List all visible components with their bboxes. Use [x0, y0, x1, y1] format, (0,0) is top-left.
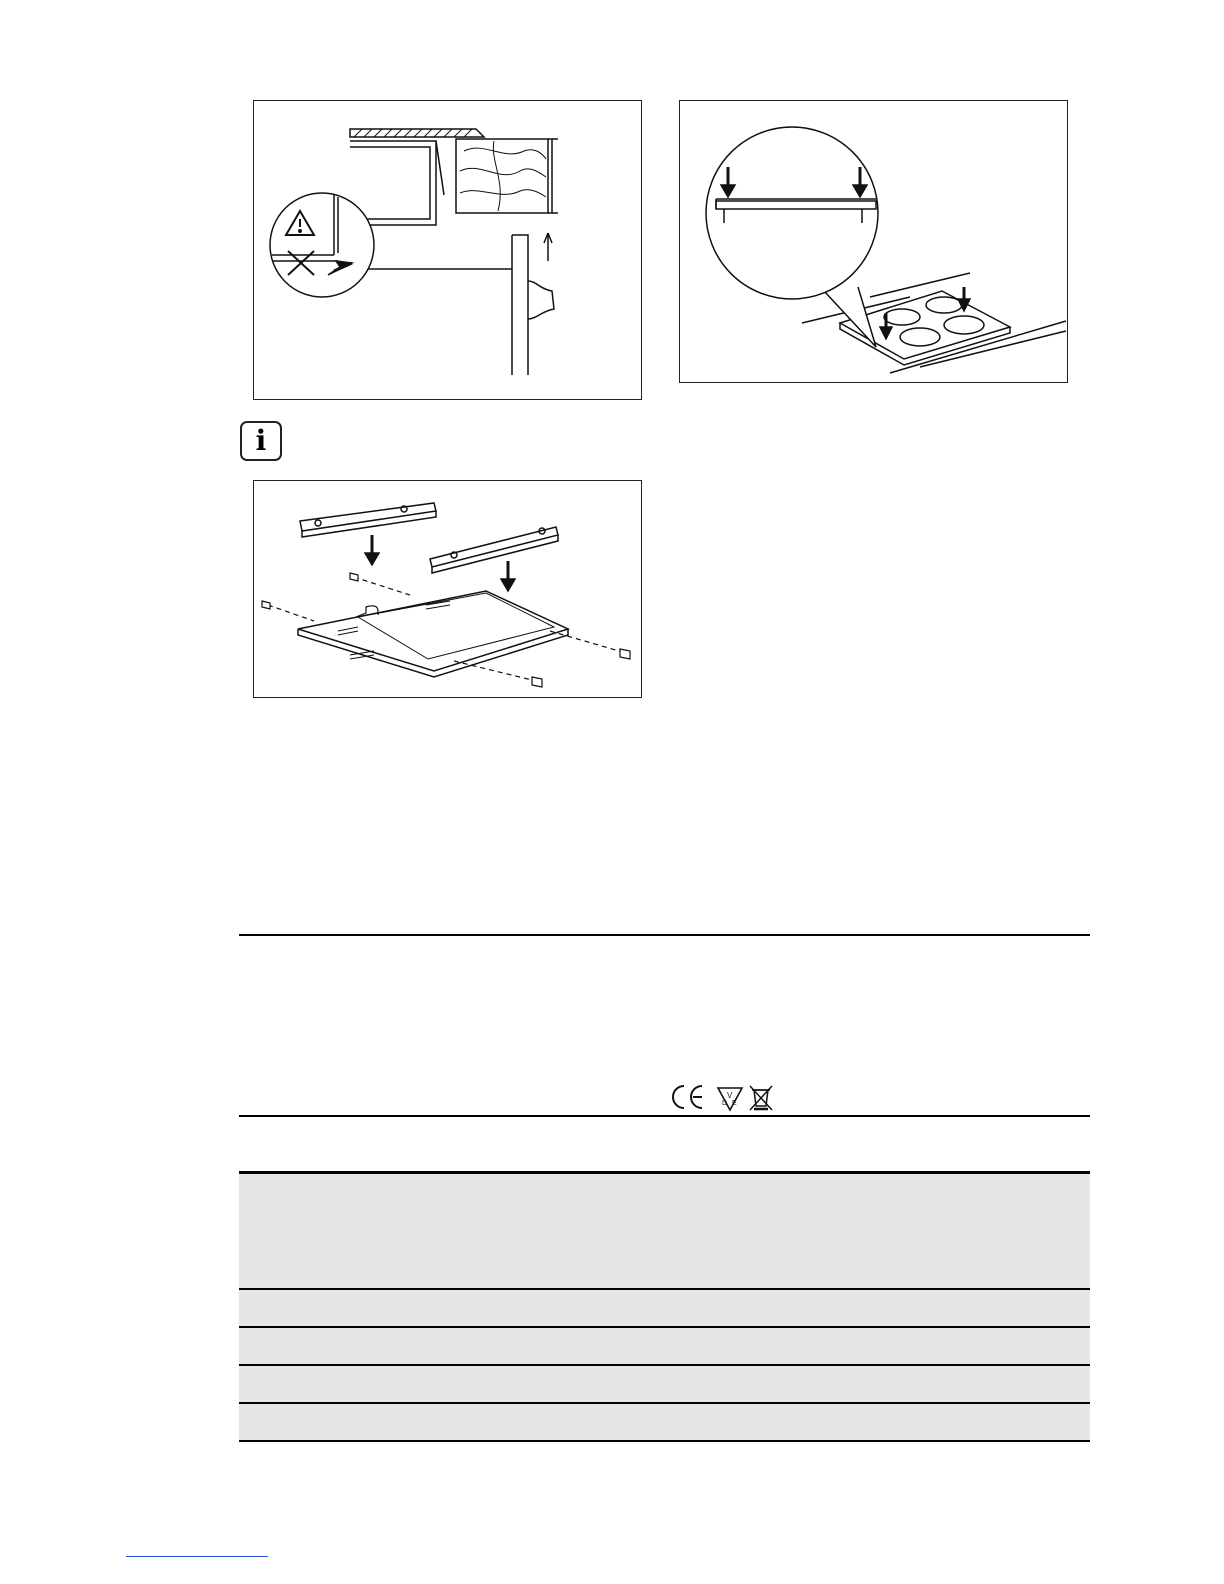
section-rule-top	[239, 934, 1090, 936]
svg-text:E: E	[732, 1100, 737, 1107]
svg-text:V: V	[727, 1091, 733, 1100]
figure-hob-placement	[679, 100, 1068, 383]
svg-text:D: D	[722, 1100, 728, 1107]
figure-cabinet-clearance	[253, 100, 642, 400]
table-row	[239, 1328, 1090, 1364]
footer-link-underline[interactable]	[126, 1556, 268, 1557]
figure-box-assembly	[253, 480, 642, 698]
info-glyph: i	[255, 424, 267, 457]
vde-mark-icon	[718, 1088, 742, 1110]
ce-mark-icon	[673, 1086, 702, 1108]
certification-marks	[666, 1082, 778, 1112]
weee-bin-icon	[750, 1086, 772, 1110]
table-row	[239, 1366, 1090, 1402]
certification-marks-drawing	[666, 1082, 778, 1112]
section-rule-bottom	[239, 1115, 1090, 1117]
hob-placement-drawing	[680, 101, 1069, 384]
table-row	[239, 1290, 1090, 1326]
box-assembly-drawing	[254, 481, 643, 699]
table-bottom-border	[239, 1440, 1090, 1442]
table-row	[239, 1174, 1090, 1288]
info-icon	[240, 421, 282, 461]
table-row	[239, 1404, 1090, 1440]
cabinet-clearance-drawing	[254, 101, 643, 401]
